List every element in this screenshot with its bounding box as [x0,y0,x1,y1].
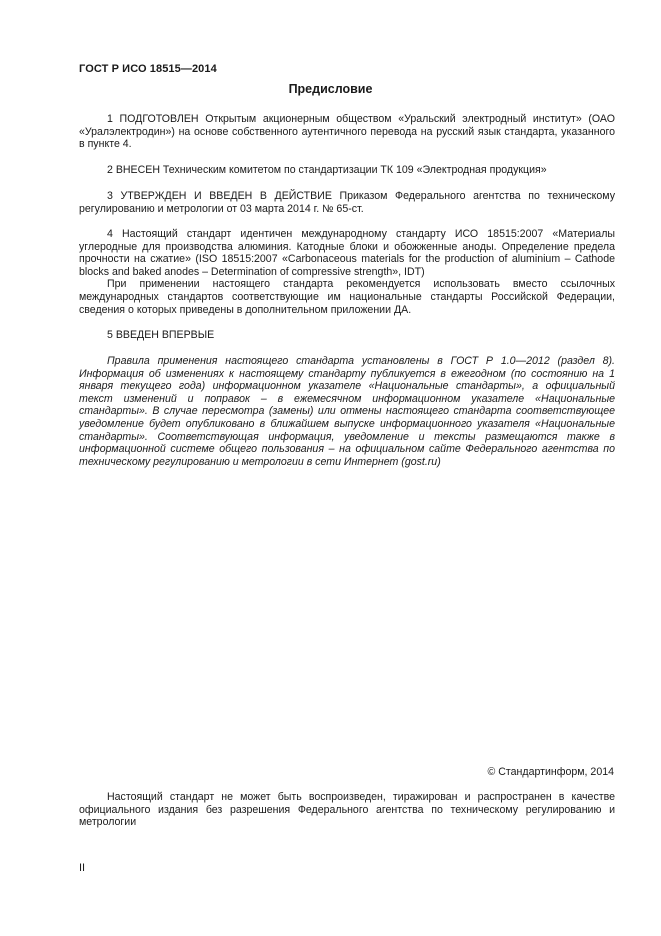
paragraph-2 [79,164,615,177]
copyright-notice: © Стандартинформ, 2014 [487,766,614,778]
page-number: II [79,862,86,874]
paragraph-2-text: 2 ВНЕСЕН Техническим комитетом по стандартизации ТК 109 «Электродная продукция» [107,164,547,176]
paragraph-4-note: При применении настоящего стандарта рекомендуется использовать вместо ссылочных международных стандартов соответствующие им национальные стандарты Российской Федерации, сведения о которых приведены в дополнительном приложении ДА. [79,278,615,316]
document-code: ГОСТ Р ИСО 18515—2014 [79,63,217,75]
reproduction-notice [79,791,615,829]
paragraph-3 [79,190,615,215]
paragraph-3-text: 3 УТВЕРЖДЕН И ВВЕДЕН В ДЕЙСТВИЕ Приказом Федерального агентства по техническому регулированию и метрологии от 03 марта 2014 г. № 65-ст. [79,190,615,215]
reproduction-notice-text: Настоящий стандарт не может быть воспроизведен, тиражирован и распространен в качестве официального издания без разрешения Федерального агентства по техническому регулированию и метрологии [79,791,615,829]
paragraph-1 [79,113,615,151]
paragraph-4-text: 4 Настоящий стандарт идентичен международному стандарту ИСО 18515:2007 «Материалы углеродные для производства алюминия. Катодные блоки и обожженные аноды. Определение предела прочности на сжатие» (ISO 18515:2007 «Carbonaceous materials for the production of aluminium – Cathode blocks and baked anodes – Determination of compressive strength», IDT) [79,228,615,278]
paragraph-5 [79,329,615,342]
page-title: Предисловие [288,82,373,96]
paragraph-5-text: 5 ВВЕДЕН ВПЕРВЫЕ [107,329,215,341]
rules-text: Правила применения настоящего стандарта установлены в ГОСТ Р 1.0—2012 (раздел 8). Информация об изменениях к настоящему стандарту публикуется в ежегодном (по состоянию на 1 января текущего года) информационном указателе «Национальные стандарты», а официальный текст изменений и поправок – в ежемесячном информационном указателе «Национальные стандарты». В случае пересмотра (замены) или отмены настоящего стандарта соответствующее уведомление будет опубликовано в ближайшем выпуске информационного указателя «Национальные стандарты». Соответствующая информация, уведомление и тексты размещаются также в информационной системе общего пользования – на официальном сайте Федерального агентства по техническому регулированию и метрологии в сети Интернет (gost.ru) [79,355,615,468]
paragraph-1-text: 1 ПОДГОТОВЛЕН Открытым акционерным обществом «Уральский электродный институт» (ОАО «Уралэлектродин») на основе собственного аутентичного перевода на русский язык стандарта, указанного в пункте 4. [79,113,615,151]
rules-paragraph [79,355,615,468]
paragraph-4 [79,228,615,316]
